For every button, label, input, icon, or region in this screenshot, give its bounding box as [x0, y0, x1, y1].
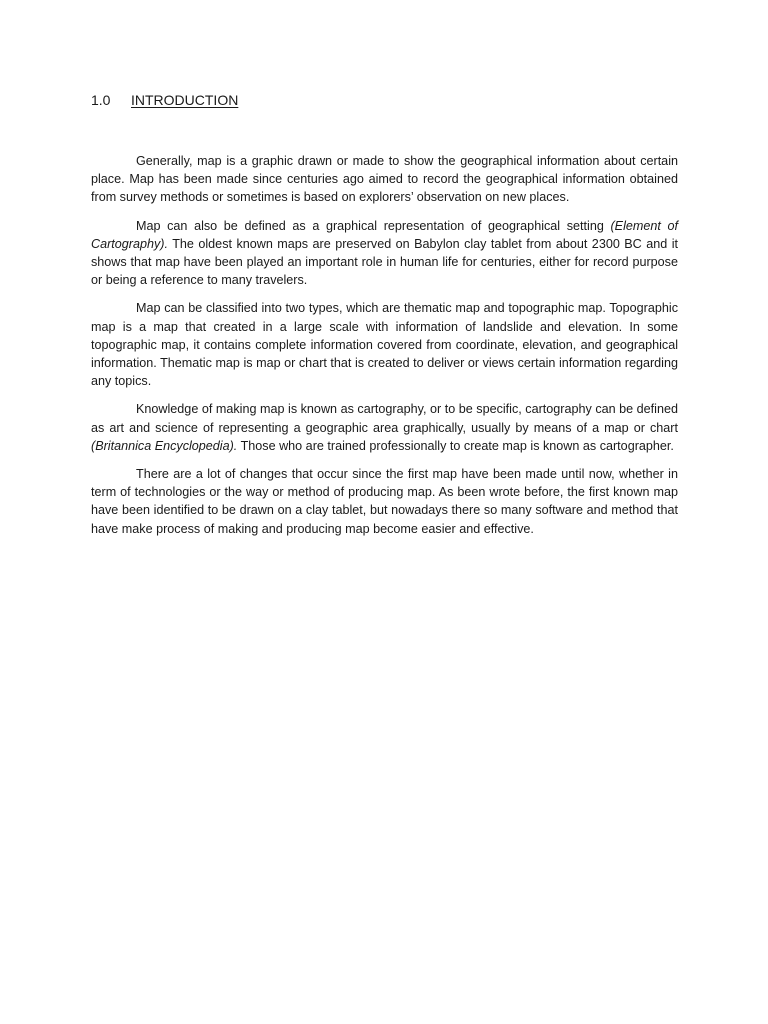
section-heading [91, 91, 238, 109]
section-number: 1.0 [91, 92, 111, 108]
paragraph-5 [91, 465, 678, 538]
paragraph-2 [91, 217, 678, 290]
citation: (Britannica Encyclopedia). [91, 438, 238, 453]
paragraph-text: Those who are trained professionally to create map is known as cartographer. [237, 438, 674, 453]
paragraph-text: There are a lot of changes that occur since the first map have been made until now, whether in term of technologies or the way or method of producing map. As been wrote before, the first known map have been identified to be drawn on a clay tablet, but nowadays there so many software and method that have make process of making and producing map become easier and effective. [91, 467, 678, 536]
body-text [91, 152, 678, 548]
paragraph-3 [91, 299, 678, 390]
paragraph-4 [91, 400, 678, 455]
paragraph-1 [91, 152, 678, 207]
section-title: INTRODUCTION [131, 92, 239, 108]
paragraph-text: Map can also be defined as a graphical representation of geographical setting [136, 218, 611, 233]
paragraph-text: Generally, map is a graphic drawn or made to show the geographical information about certain place. Map has been made since centuries ago aimed to record the geographical information obtained from survey methods or sometimes is based on explorers’ observation on new places. [91, 154, 678, 205]
paragraph-text: Map can be classified into two types, which are thematic map and topographic map. Topographic map is a map that created in a large scale with information of landslide and elevation. In some topographic map, it contains complete information covered from coordinate, elevation, and geographical information. Thematic map is map or chart that is created to deliver or views certain information regarding any topics. [91, 301, 678, 389]
paragraph-text: The oldest known maps are preserved on Babylon clay tablet from about 2300 BC and it shows that map have been played an important role in human life for centuries, either for record purpose or being a reference to many travelers. [91, 236, 678, 288]
paragraph-text: Knowledge of making map is known as cartography, or to be specific, cartography can be defined as art and science of representing a geographic area graphically, usually by means of a map or chart [91, 402, 678, 435]
citation: (Element of Cartography). [91, 218, 678, 251]
